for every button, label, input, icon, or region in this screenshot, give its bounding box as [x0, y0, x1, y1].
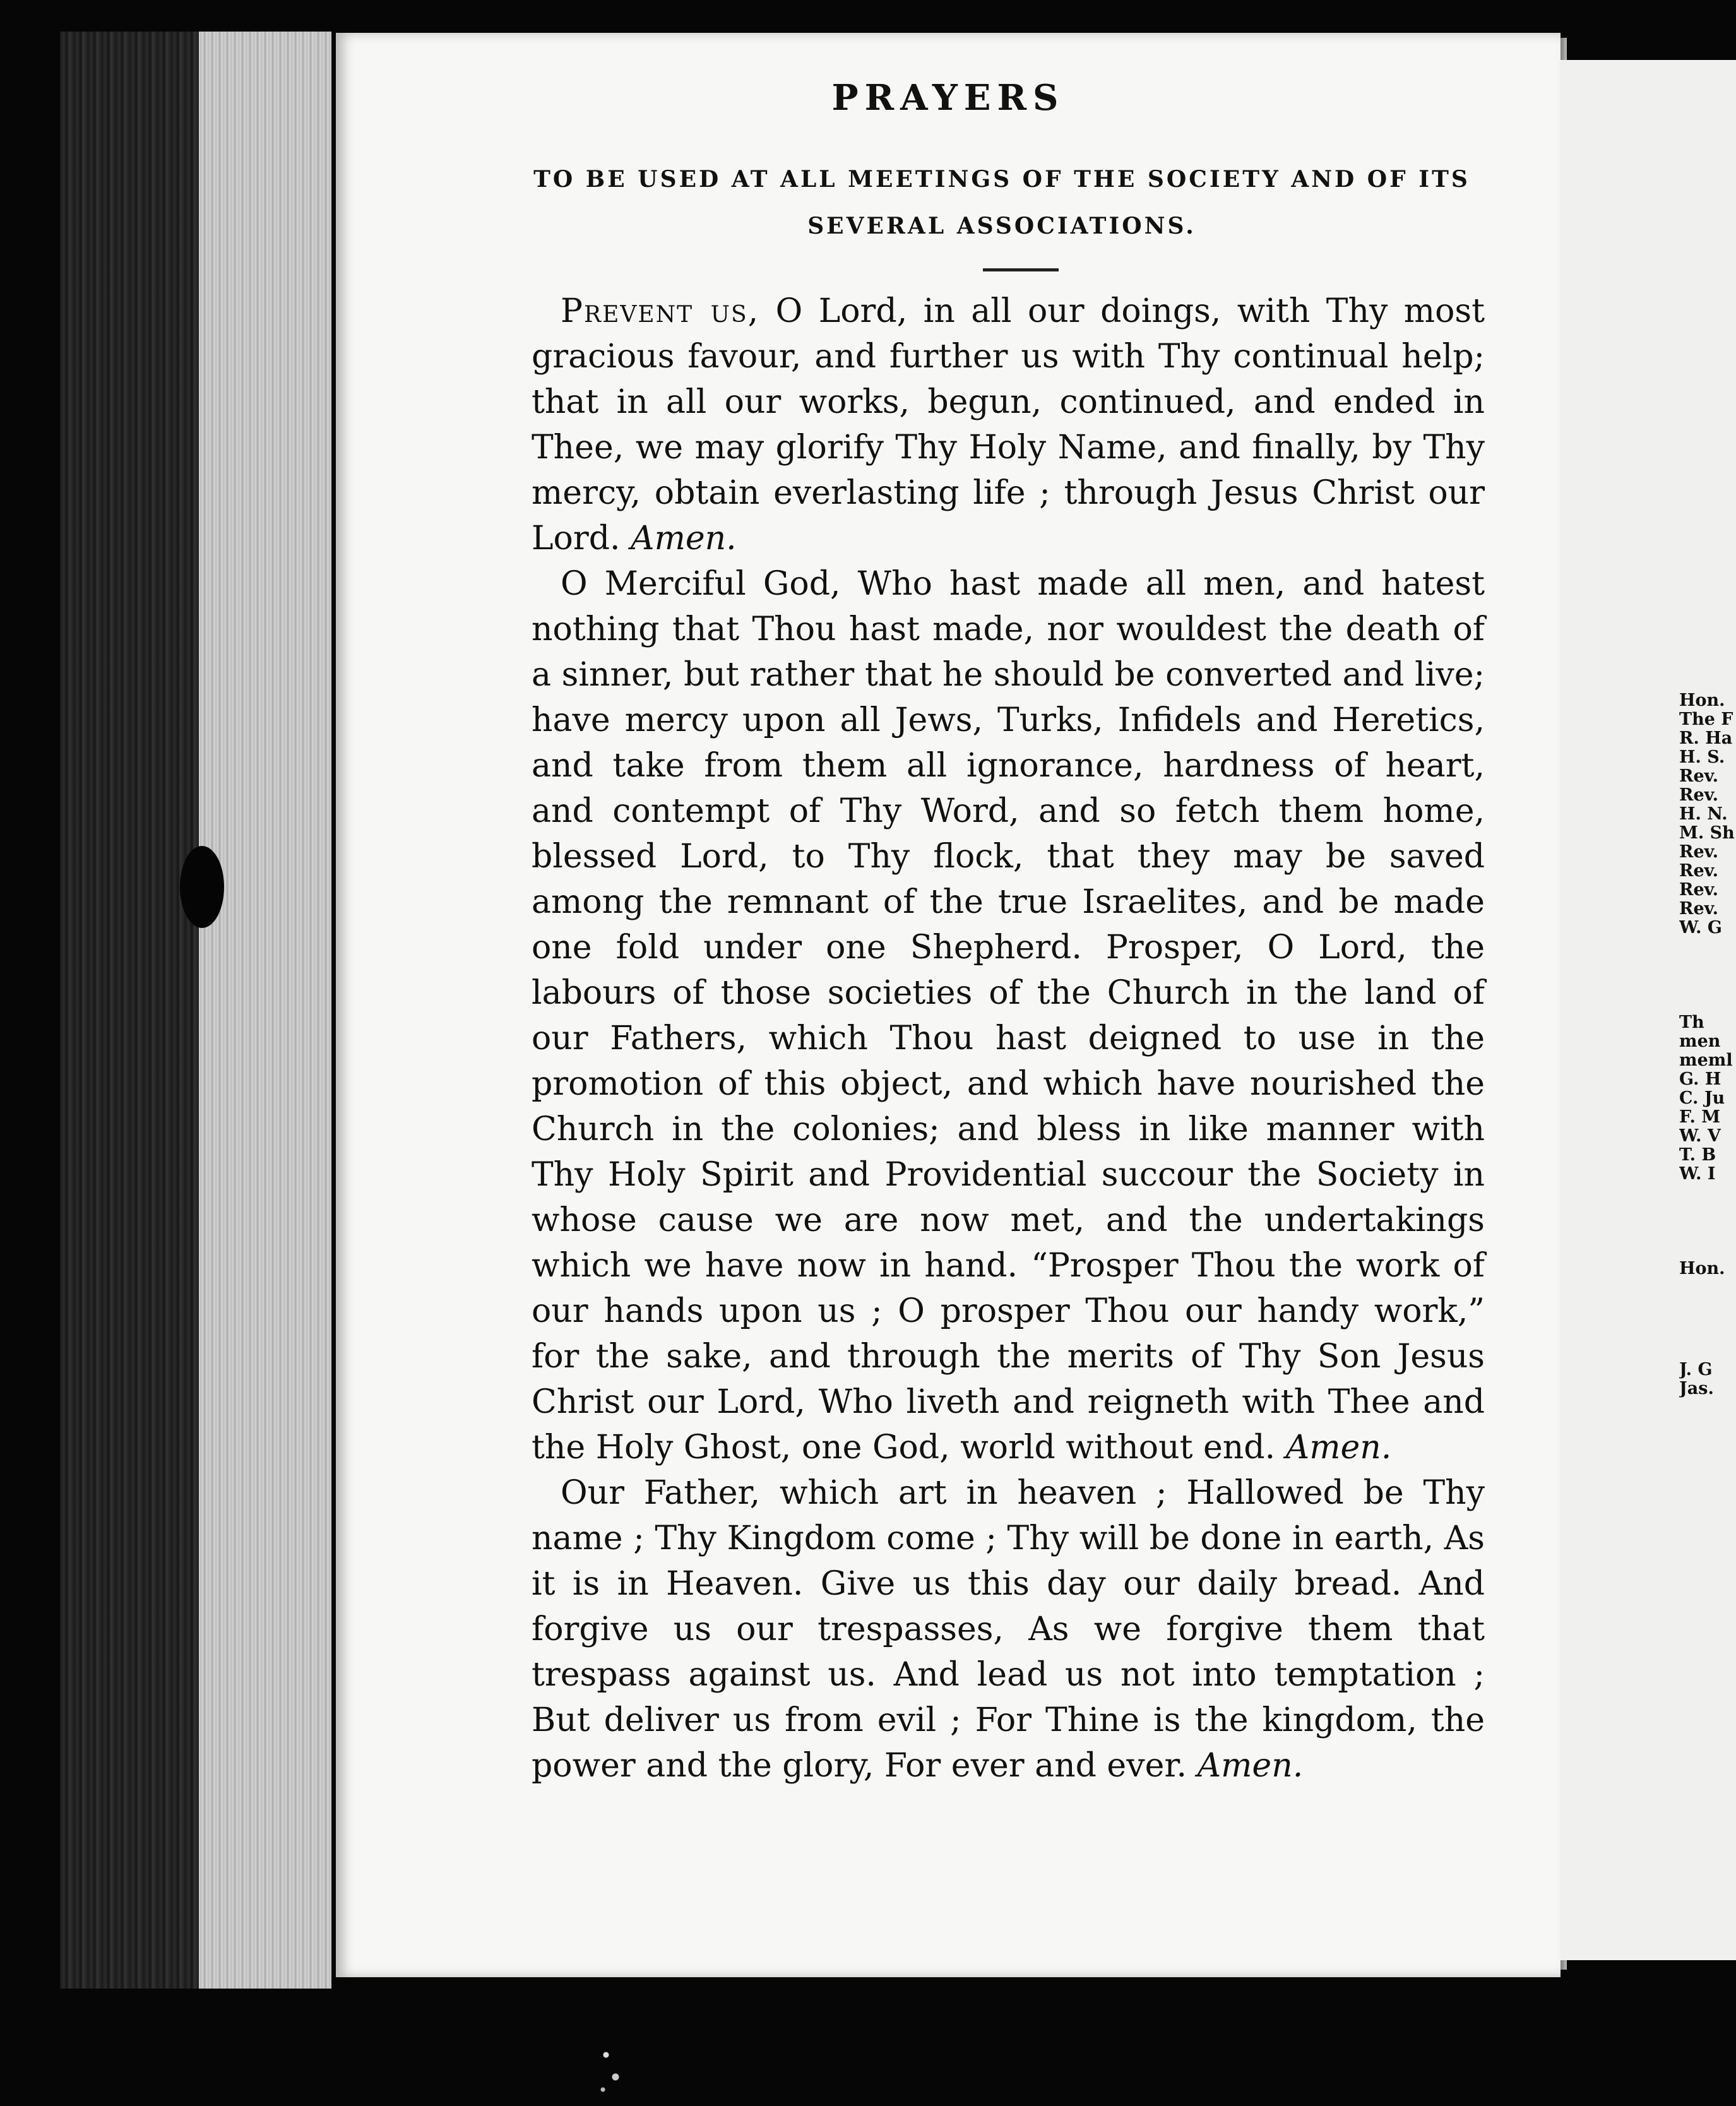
lead-in: Prevent us, [561, 292, 760, 330]
list-item: Rev. [1679, 786, 1718, 805]
page-subtitle [519, 156, 1485, 249]
list-item: Rev. [1679, 862, 1718, 881]
divider [983, 268, 1059, 271]
list-item: H. N. [1679, 805, 1728, 824]
list-item: Th [1679, 1013, 1704, 1032]
amen: Amen. [1285, 1429, 1392, 1466]
facing-page-names [1679, 691, 1736, 1398]
book-page-edges [60, 32, 331, 1989]
page-title: PRAYERS [831, 77, 1065, 119]
list-item: M. Sh [1679, 824, 1735, 843]
list-item: W. G [1679, 919, 1722, 937]
prayer-paragraph [532, 289, 1485, 561]
list-item: H. S. [1679, 748, 1725, 767]
list-item: men [1679, 1032, 1721, 1051]
prayer-paragraph [532, 1470, 1485, 1788]
ink-stain [180, 846, 224, 928]
amen: Amen. [631, 520, 737, 557]
list-item: C. Ju [1679, 1089, 1725, 1108]
list-item: W. V [1679, 1127, 1721, 1146]
subtitle-line: TO BE USED AT ALL MEETINGS OF THE SOCIETY AND OF ITS [533, 166, 1470, 193]
list-item: G. H [1679, 1070, 1721, 1089]
book-page [336, 33, 1561, 1977]
list-item: Rev. [1679, 900, 1718, 919]
list-item: J. G [1679, 1360, 1713, 1379]
list-item: Rev. [1679, 767, 1718, 786]
stacked-pages [199, 32, 331, 1989]
paragraph-text: O Lord, in all our doings, with Thy most gracious favour, and further us with Thy continual help; that in all our works, begun, continued, and ended in Thee, we may glorify Thy Holy Name, and finally, by Thy mercy, obtain everlasting life ; through Jesus Christ our Lord. [532, 292, 1485, 557]
prayer-text [532, 289, 1485, 1788]
prayer-paragraph [532, 561, 1485, 1470]
list-item: Rev. [1679, 843, 1718, 862]
subtitle-line: SEVERAL ASSOCIATIONS. [807, 213, 1196, 239]
list-item: T. B [1679, 1146, 1716, 1165]
paragraph-text: O Merciful God, Who hast made all men, and hatest nothing that Thou hast made, nor wouldest the death of a sinner, but rather that he should be converted and live; have mercy upon all Jews, Turks, Infidels and Heretics, and take from them all ignorance, hardness of heart, and contempt of Thy Word, and so fetch them home, blessed Lord, to Thy flock, that they may be saved among the remnant of the true Israelites, and be made one fold under one Shepherd. Prosper, O Lord, the labours of those societies of the Church in the land of our Fathers, which Thou hast deigned to use in the promotion of this object, and which have nourished the Church in the colonies; and bless in like manner with Thy Holy Spirit and Providential succour the Society in whose cause we are now met, and the undertakings which we have now in hand. “Prosper Thou the work of our hands upon us ; O prosper Thou our handy work,” for the sake, and through the merits of Thy Son Jesus Christ our Lord, Who liveth and reigneth with Thee and the Holy Ghost, one God, world without end. [532, 565, 1485, 1466]
list-item: Jas. [1679, 1379, 1714, 1398]
list-item: meml [1679, 1051, 1733, 1070]
list-item: Hon. [1679, 1259, 1725, 1278]
list-item: The F [1679, 710, 1733, 729]
list-item: W. I [1679, 1165, 1716, 1184]
list-item: F. M [1679, 1108, 1721, 1127]
amen: Amen. [1197, 1747, 1304, 1785]
list-item: R. Ha [1679, 729, 1733, 748]
list-item: Rev. [1679, 881, 1718, 900]
list-item: Hon. [1679, 691, 1725, 710]
paragraph-text: Our Father, which art in heaven ; Hallowed be Thy name ; Thy Kingdom come ; Thy will be done in earth, As it is in Heaven. Give us this day our daily bread. And forgive us our trespasses, As we forgive them that trespass against us. And lead us not into temptation ; But deliver us from evil ; For Thine is the kingdom, the power and the glory, For ever and ever. [532, 1474, 1485, 1785]
page-specks [593, 2042, 631, 2099]
